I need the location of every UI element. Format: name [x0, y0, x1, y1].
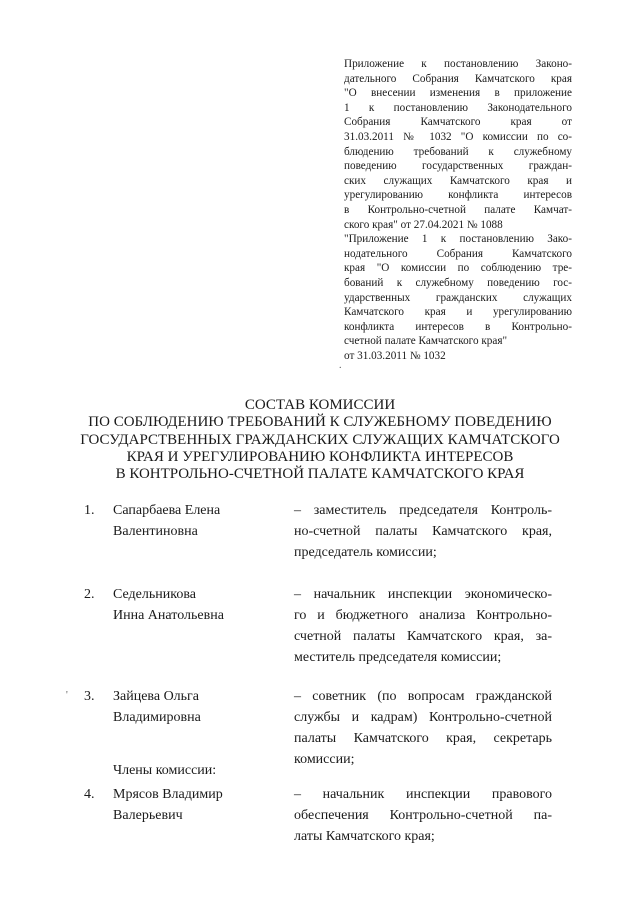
role-line: но-счетной палаты Камчатского края,	[294, 524, 552, 539]
appendix-line: блюдению требований к служебному	[344, 145, 572, 158]
appendix-line: края "О комиссии по соблюдению тре-	[344, 262, 572, 275]
role-line: – начальник инспекции экономическо-	[294, 587, 552, 602]
name-line: Мрясов Владимир	[113, 787, 223, 802]
appendix-line: нодательного Собрания Камчатского	[344, 247, 572, 260]
name-line: Седельникова	[113, 587, 196, 602]
document-title	[40, 397, 600, 483]
appendix-line: Собрания Камчатского края от	[344, 116, 572, 129]
appendix-line: в Контрольно-счетной палате Камчат-	[344, 203, 572, 216]
name-line: Валентиновна	[113, 524, 198, 539]
appendix-line: Камчатского края и урегулированию	[344, 306, 572, 319]
scan-mark: .	[339, 360, 342, 371]
role-line: – начальник инспекции правового	[294, 787, 552, 802]
name-line: Владимировна	[113, 710, 201, 725]
members-label: Члены комиссии:	[113, 763, 217, 778]
appendix-line: "Приложение 1 к постановлению Зако-	[344, 233, 572, 246]
entry-name	[113, 584, 271, 626]
entry-name	[113, 784, 271, 826]
entry-number: 4.	[84, 787, 95, 802]
title-line: КРАЯ И УРЕГУЛИРОВАНИЮ КОНФЛИКТА ИНТЕРЕСОВ	[126, 448, 514, 465]
appendix-line: от 31.03.2011 № 1032	[344, 349, 446, 362]
title-line: СОСТАВ КОМИССИИ	[244, 397, 396, 413]
appendix-line: "О внесении изменения в приложение	[344, 87, 572, 100]
entry-role	[294, 500, 552, 563]
role-line: латы Камчатского края;	[294, 829, 435, 844]
scan-mark: '	[66, 690, 68, 701]
appendix-line: урегулированию конфликта интересов	[344, 189, 572, 202]
entry-name	[113, 686, 271, 728]
name-line: Сапарбаева Елена	[113, 503, 221, 518]
appendix-line: Приложение к постановлению Законо-	[344, 58, 572, 70]
appendix-line: дательного Собрания Камчатского края	[344, 72, 572, 85]
role-line: комиссии;	[294, 752, 355, 767]
role-line: го и бюджетного анализа Контрольно-	[294, 608, 552, 623]
entry-role	[294, 784, 552, 847]
role-line: службы и кадрам) Контрольно-счетной	[294, 710, 552, 725]
role-line: обеспечения Контрольно-счетной па-	[294, 808, 552, 823]
entry-name	[113, 500, 271, 542]
appendix-line: ударственных гражданских служащих	[344, 291, 572, 304]
title-line: В КОНТРОЛЬНО-СЧЕТНОЙ ПАЛАТЕ КАМЧАТСКОГО КРАЯ	[115, 466, 525, 483]
entry-number: 2.	[84, 587, 95, 602]
name-line: Валерьевич	[113, 808, 183, 823]
appendix-note	[344, 57, 572, 363]
appendix-line: ских служащих Камчатского края и	[344, 174, 572, 187]
appendix-line: 1 к постановлению Законодательного	[344, 101, 572, 114]
appendix-line: 31.03.2011 № 1032 "О комиссии по со-	[344, 130, 572, 143]
role-line: палаты Камчатского края, секретарь	[294, 731, 552, 746]
name-line: Инна Анатольевна	[113, 608, 224, 623]
appendix-line: бований к служебному поведению гос-	[344, 276, 572, 289]
appendix-line: счетной палате Камчатского края"	[344, 335, 508, 348]
entry-role	[294, 584, 552, 668]
appendix-line: ского края" от 27.04.2021 № 1088	[344, 218, 503, 231]
role-line: – заместитель председателя Контроль-	[294, 503, 552, 518]
role-line: меститель председателя комиссии;	[294, 650, 502, 665]
role-line: счетной палаты Камчатского края, за-	[294, 629, 552, 644]
entry-number: 1.	[84, 503, 95, 518]
appendix-line: конфликта интересов в Контрольно-	[344, 320, 572, 333]
title-line: ПО СОБЛЮДЕНИЮ ТРЕБОВАНИЙ К СЛУЖЕБНОМУ ПОВЕДЕНИЮ	[88, 414, 552, 431]
role-line: – советник (по вопросам гражданской	[294, 689, 552, 704]
title-line: ГОСУДАРСТВЕННЫХ ГРАЖДАНСКИХ СЛУЖАЩИХ КАМЧАТСКОГО	[80, 431, 560, 448]
entry-number: 3.	[84, 689, 95, 704]
name-line: Зайцева Ольга	[113, 689, 200, 704]
appendix-line: поведению государственных граждан-	[344, 160, 572, 173]
role-line: председатель комиссии;	[294, 545, 437, 560]
entry-role	[294, 686, 552, 770]
